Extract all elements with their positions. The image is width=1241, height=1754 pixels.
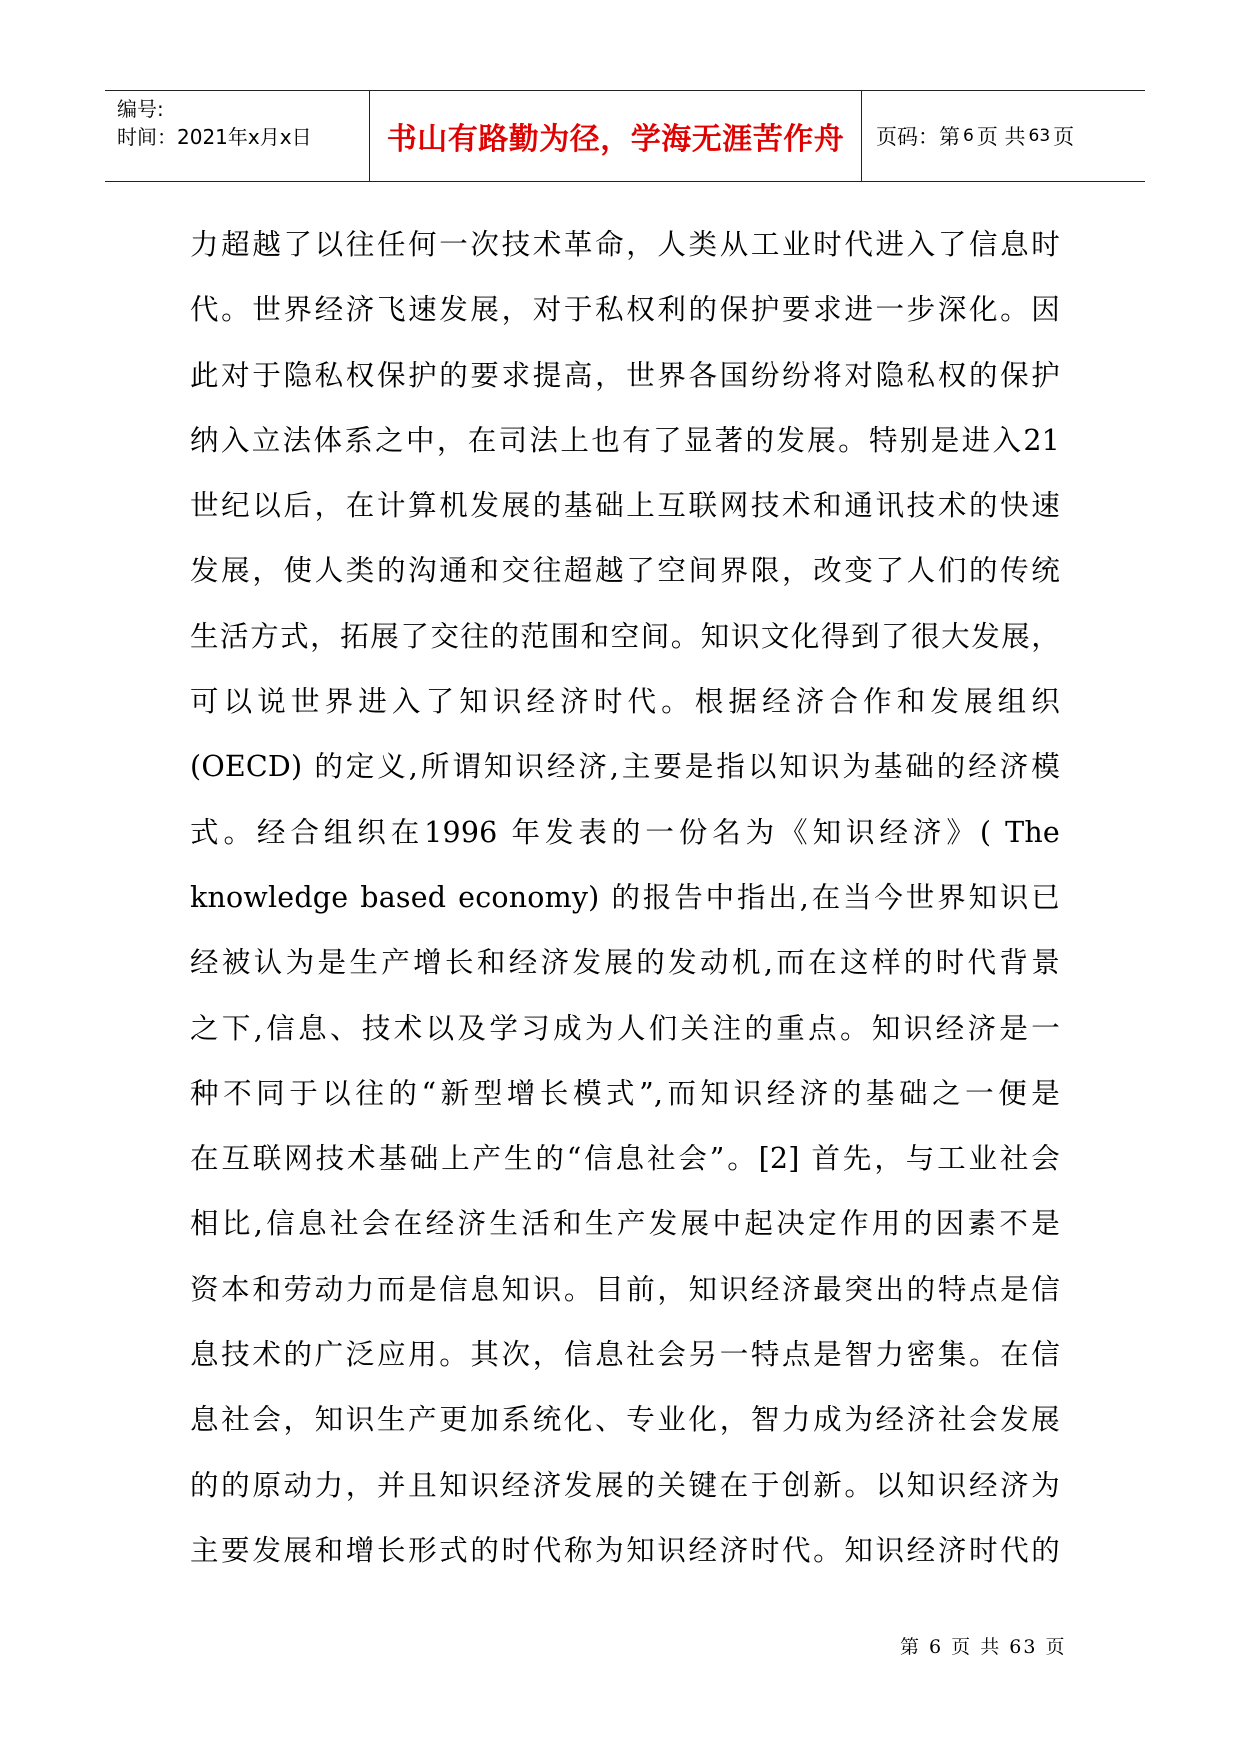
footer-page-number: 第 6 页 共 63 页 <box>900 1636 1067 1658</box>
body-line: 之下,信息、技术以及学习成为人们关注的重点。知识经济是一 <box>190 1011 1060 1045</box>
body-line: 主要发展和增长形式的时代称为知识经济时代。知识经济时代的 <box>190 1533 1060 1567</box>
date-label: 时间：2021年x月x日 <box>117 125 312 149</box>
body-line: 种不同于以往的“新型增长模式”,而知识经济的基础之一便是 <box>190 1076 1060 1110</box>
body-line: 代。世界经济飞速发展，对于私权利的保护要求进一步深化。因 <box>190 293 1060 327</box>
body-line: 在互联网技术基础上产生的“信息社会”。[2] 首先，与工业社会 <box>190 1142 1060 1176</box>
serial-number-label: 编号: <box>117 97 164 121</box>
header-meta-cell <box>105 91 370 181</box>
page-suffix: 页 <box>1053 125 1075 149</box>
body-line: 可以说世界进入了知识经济时代。根据经济合作和发展组织 <box>190 685 1060 719</box>
page-current: 6 <box>963 126 974 146</box>
body-line: 相比,信息社会在经济生活和生产发展中起决定作用的因素不是 <box>190 1207 1060 1241</box>
body-line: 生活方式，拓展了交往的范围和空间。知识文化得到了很大发展， <box>190 619 1060 653</box>
body-line: 经被认为是生产增长和经济发展的发动机,而在这样的时代背景 <box>190 946 1060 980</box>
page-middle: 页 共 <box>976 125 1026 149</box>
body-line: 息技术的广泛应用。其次，信息社会另一特点是智力密集。在信 <box>190 1338 1060 1372</box>
header-motto-cell <box>370 91 862 181</box>
body-line: (OECD) 的定义,所谓知识经济,主要是指以知识为基础的经济模 <box>190 750 1060 784</box>
body-text <box>190 212 1060 1583</box>
body-line: 式。经合组织在1996 年发表的一份名为《知识经济》( The <box>190 815 1060 849</box>
body-line: knowledge based economy) 的报告中指出,在当今世界知识已 <box>190 880 1060 914</box>
header-table <box>105 90 1145 182</box>
header-page-cell <box>862 91 1145 181</box>
body-line: 发展，使人类的沟通和交往超越了空间界限，改变了人们的传统 <box>190 554 1060 588</box>
body-line: 的的原动力，并且知识经济发展的关键在于创新。以知识经济为 <box>190 1468 1060 1502</box>
body-line: 息社会，知识生产更加系统化、专业化，智力成为经济社会发展 <box>190 1403 1060 1437</box>
body-line: 纳入立法体系之中，在司法上也有了显著的发展。特别是进入21 <box>190 423 1060 457</box>
body-line: 资本和劳动力而是信息知识。目前，知识经济最突出的特点是信 <box>190 1272 1060 1306</box>
body-line: 力超越了以往任何一次技术革命，人类从工业时代进入了信息时 <box>190 228 1060 261</box>
body-line: 此对于隐私权保护的要求提高，世界各国纷纷将对隐私权的保护 <box>190 358 1060 392</box>
motto-text: 书山有路勤为径，学海无涯苦作舟 <box>386 122 845 157</box>
page-total: 63 <box>1028 126 1051 146</box>
body-line: 世纪以后，在计算机发展的基础上互联网技术和通讯技术的快速 <box>190 489 1060 523</box>
page-prefix: 页码：第 <box>876 125 960 149</box>
